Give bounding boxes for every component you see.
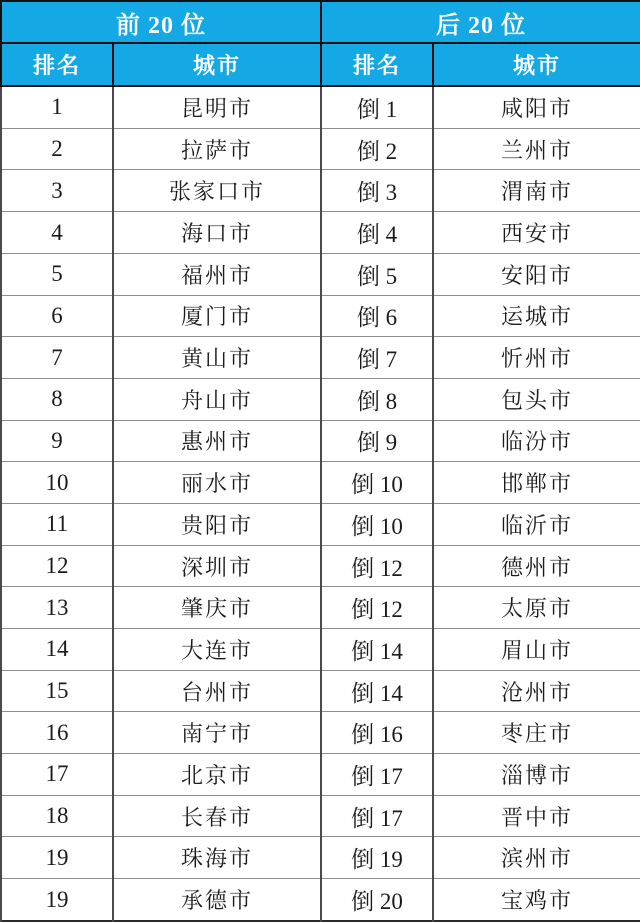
front-rank-cell: 3	[1, 170, 113, 212]
col-header-rank-front: 排名	[1, 43, 113, 86]
back-city-cell: 沧州市	[433, 670, 640, 712]
back-city-cell: 晋中市	[433, 795, 640, 837]
front-rank-cell: 14	[1, 629, 113, 671]
front-city-cell: 福州市	[113, 253, 321, 295]
back-rank-cell: 倒 8	[321, 378, 433, 420]
back-rank-cell: 倒 14	[321, 629, 433, 671]
column-header-row	[1, 43, 640, 86]
col-header-city-back: 城市	[433, 43, 640, 86]
front-rank-cell: 7	[1, 337, 113, 379]
header-top-20: 前 20 位	[1, 1, 321, 43]
front-city-cell: 丽水市	[113, 462, 321, 504]
table-row	[1, 128, 640, 170]
back-rank-cell: 倒 1	[321, 86, 433, 128]
front-rank-cell: 6	[1, 295, 113, 337]
back-city-cell: 德州市	[433, 545, 640, 587]
back-city-cell: 滨州市	[433, 837, 640, 879]
back-rank-cell: 倒 10	[321, 503, 433, 545]
back-city-cell: 运城市	[433, 295, 640, 337]
back-city-cell: 渭南市	[433, 170, 640, 212]
col-header-city-front: 城市	[113, 43, 321, 86]
table-header	[1, 1, 640, 86]
table-row	[1, 295, 640, 337]
back-rank-cell: 倒 4	[321, 212, 433, 254]
front-rank-cell: 5	[1, 253, 113, 295]
back-city-cell: 咸阳市	[433, 86, 640, 128]
front-city-cell: 舟山市	[113, 378, 321, 420]
back-rank-cell: 倒 12	[321, 587, 433, 629]
front-rank-cell: 9	[1, 420, 113, 462]
table-row	[1, 837, 640, 879]
back-city-cell: 宝鸡市	[433, 879, 640, 921]
table-row	[1, 462, 640, 504]
front-city-cell: 张家口市	[113, 170, 321, 212]
back-city-cell: 枣庄市	[433, 712, 640, 754]
front-city-cell: 昆明市	[113, 86, 321, 128]
front-city-cell: 惠州市	[113, 420, 321, 462]
back-rank-cell: 倒 6	[321, 295, 433, 337]
front-city-cell: 拉萨市	[113, 128, 321, 170]
table-row	[1, 670, 640, 712]
back-city-cell: 兰州市	[433, 128, 640, 170]
front-city-cell: 南宁市	[113, 712, 321, 754]
front-rank-cell: 11	[1, 503, 113, 545]
front-city-cell: 肇庆市	[113, 587, 321, 629]
back-city-cell: 临汾市	[433, 420, 640, 462]
front-city-cell: 台州市	[113, 670, 321, 712]
back-city-cell: 安阳市	[433, 253, 640, 295]
table-row	[1, 170, 640, 212]
table-row	[1, 795, 640, 837]
front-rank-cell: 2	[1, 128, 113, 170]
front-city-cell: 长春市	[113, 795, 321, 837]
table-row	[1, 86, 640, 128]
front-city-cell: 承德市	[113, 879, 321, 921]
back-rank-cell: 倒 2	[321, 128, 433, 170]
back-city-cell: 邯郸市	[433, 462, 640, 504]
front-rank-cell: 10	[1, 462, 113, 504]
back-rank-cell: 倒 12	[321, 545, 433, 587]
front-rank-cell: 17	[1, 754, 113, 796]
front-rank-cell: 19	[1, 879, 113, 921]
front-rank-cell: 1	[1, 86, 113, 128]
back-rank-cell: 倒 5	[321, 253, 433, 295]
table-row	[1, 253, 640, 295]
front-city-cell: 黄山市	[113, 337, 321, 379]
back-city-cell: 临沂市	[433, 503, 640, 545]
table-row	[1, 712, 640, 754]
table-row	[1, 212, 640, 254]
front-city-cell: 珠海市	[113, 837, 321, 879]
header-bottom-20: 后 20 位	[321, 1, 640, 43]
table-row	[1, 879, 640, 921]
back-city-cell: 眉山市	[433, 629, 640, 671]
back-rank-cell: 倒 10	[321, 462, 433, 504]
back-city-cell: 忻州市	[433, 337, 640, 379]
table-row	[1, 545, 640, 587]
front-city-cell: 贵阳市	[113, 503, 321, 545]
table-row	[1, 420, 640, 462]
col-header-rank-back: 排名	[321, 43, 433, 86]
back-rank-cell: 倒 3	[321, 170, 433, 212]
table-row	[1, 629, 640, 671]
back-rank-cell: 倒 17	[321, 795, 433, 837]
front-city-cell: 深圳市	[113, 545, 321, 587]
back-rank-cell: 倒 7	[321, 337, 433, 379]
back-city-cell: 太原市	[433, 587, 640, 629]
table-row	[1, 754, 640, 796]
front-city-cell: 海口市	[113, 212, 321, 254]
back-rank-cell: 倒 16	[321, 712, 433, 754]
front-rank-cell: 13	[1, 587, 113, 629]
back-city-cell: 西安市	[433, 212, 640, 254]
table-row	[1, 337, 640, 379]
front-rank-cell: 19	[1, 837, 113, 879]
front-rank-cell: 18	[1, 795, 113, 837]
front-rank-cell: 16	[1, 712, 113, 754]
back-rank-cell: 倒 20	[321, 879, 433, 921]
front-rank-cell: 12	[1, 545, 113, 587]
back-rank-cell: 倒 14	[321, 670, 433, 712]
back-rank-cell: 倒 17	[321, 754, 433, 796]
front-city-cell: 厦门市	[113, 295, 321, 337]
back-city-cell: 淄博市	[433, 754, 640, 796]
table-body	[1, 86, 640, 921]
header-group-row	[1, 1, 640, 43]
back-city-cell: 包头市	[433, 378, 640, 420]
back-rank-cell: 倒 19	[321, 837, 433, 879]
table-row	[1, 587, 640, 629]
front-city-cell: 北京市	[113, 754, 321, 796]
table-row	[1, 503, 640, 545]
front-rank-cell: 15	[1, 670, 113, 712]
front-rank-cell: 4	[1, 212, 113, 254]
table-row	[1, 378, 640, 420]
front-city-cell: 大连市	[113, 629, 321, 671]
back-rank-cell: 倒 9	[321, 420, 433, 462]
front-rank-cell: 8	[1, 378, 113, 420]
